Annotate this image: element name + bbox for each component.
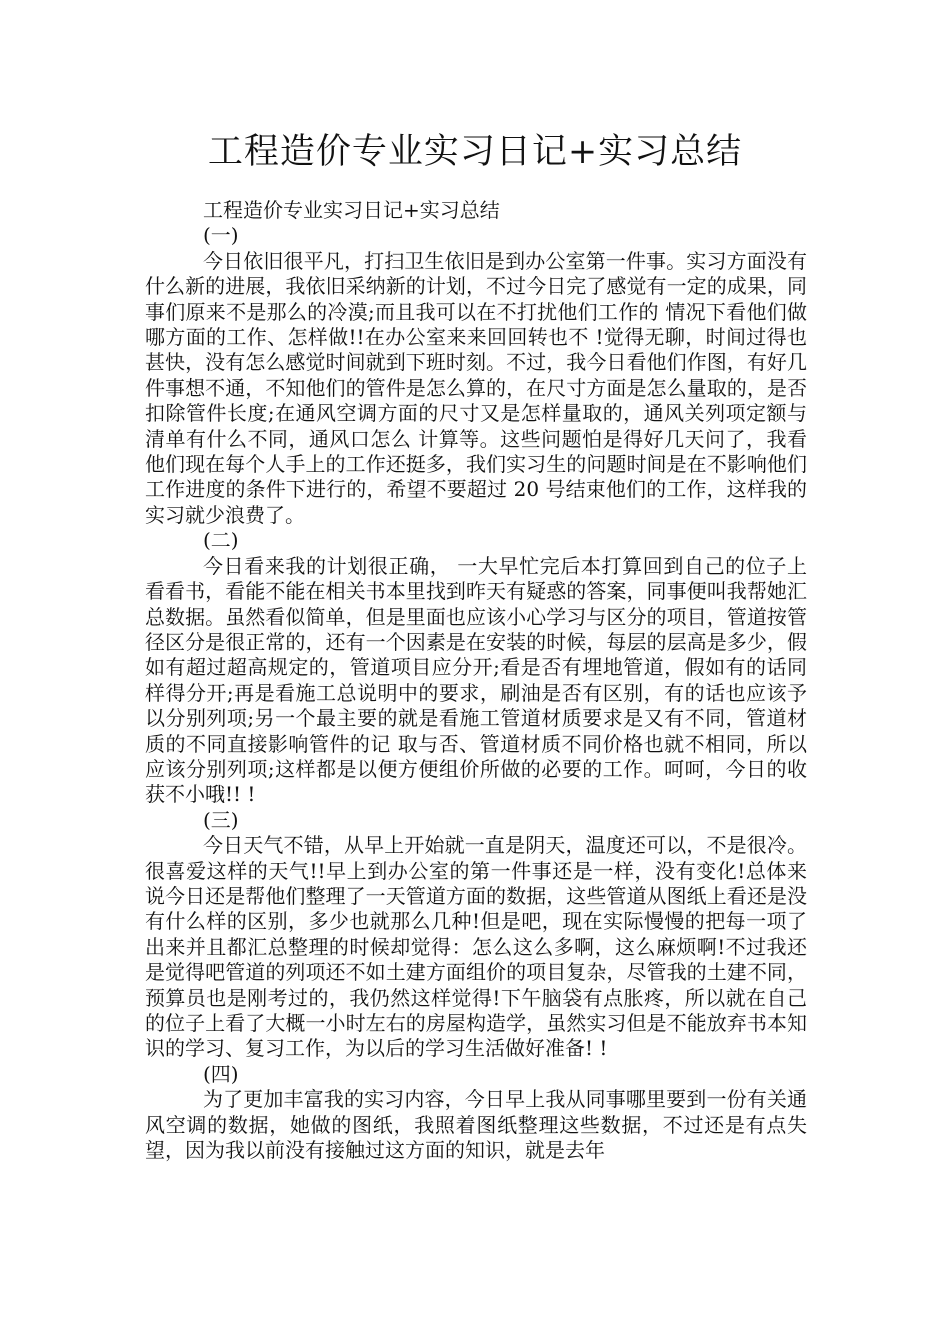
document-title: 工程造价专业实习日记+实习总结: [207, 132, 743, 172]
section-label-1: (一): [203, 223, 239, 248]
section-label-3: (三): [203, 807, 239, 832]
section-paragraph-3: 今日天气不错，从早上开始就一直是阴天，温度还可以，不是很冷。很喜爱这样的天气!!早上到办公室的第一件事还是一样，没有变化!总体来说今日还是帮他们整理了一天管道方面的数据，这些管道从图纸上看还是没有什么样的区别，多少也就那么几种!但是吧，现在实际慢慢的把每一项了出来并且都汇总整理的时候却觉得：怎么这么多啊，这么麻烦啊!不过我还是觉得吧管道的列项还不如土建方面组价的项目复杂，尽管我的土建不同，预算员也是刚考过的，我仍然这样觉得!下午脑袋有点胀疼，所以就在自己的位子上看了大概一小时左右的房屋构造学，虽然实习但是不能放弃书本知识的学习、复习工作，为以后的学习生活做好准备! !: [145, 833, 807, 1061]
section-paragraph-4: 为了更加丰富我的实习内容，今日早上我从同事哪里要到一份有关通风空调的数据，她做的图纸，我照着图纸整理这些数据，不过还是有点失望，因为我以前没有接触过这方面的知识，就是去年: [145, 1087, 807, 1163]
document-subtitle: 工程造价专业实习日记+实习总结: [203, 198, 500, 222]
document-body: [145, 198, 807, 1163]
section-paragraph-1: 今日依旧很平凡，打扫卫生依旧是到办公室第一件事。实习方面没有什么新的进展，我依旧采纳新的计划，不过今日完了感觉有一定的成果，同事们原来不是那么的冷漠;而且我可以在不打扰他们工作的 情况下看他们做哪方面的工作、怎样做!!在办公室来来回回转也不 !觉得无聊，时间过得也甚快，没有怎么感觉时间就到下班时刻。不过，我今日看他们作图，有好几件事想不通，不知他们的管件是怎么算的，在尺寸方面是怎么量取的，是否扣除管件长度;在通风空调方面的尺寸又是怎样量取的，通风关列项定额与清单有什么不同，通风口怎么 计算等。这些问题怕是得好几天问了，我看他们现在每个人手上的工作还挺多，我们实习生的问题时间是在不影响他们工作进度的条件下进行的，希望不要超过 20 号结束他们的工作，这样我的实习就少浪费了。: [145, 248, 807, 527]
section-label-4: (四): [203, 1061, 239, 1086]
section-paragraph-2: 今日看来我的计划很正确， 一大早忙完后本打算回到自己的位子上看看书，看能不能在相关书本里找到昨天有疑惑的答案，同事便叫我帮她汇总数据。虽然看似简单，但是里面也应该小心学习与区分的项目，管道按管径区分是很正常的，还有一个因素是在安装的时候，每层的层高是多少，假如有超过超高规定的，管道项目应分开;看是否有埋地管道，假如有的话同样得分开;再是看施工总说明中的要求，刷油是否有区别，有的话也应该予以分别列项;另一个最主要的就是看施工管道材质要求是又有不同，管道材质的不同直接影响管件的记 取与否、管道材质不同价格也就不相同，所以应该分别列项;这样都是以便方便组价所做的必要的工作。呵呵，今日的收获不小哦!! !: [145, 553, 807, 807]
section-label-2: (二): [203, 528, 239, 553]
